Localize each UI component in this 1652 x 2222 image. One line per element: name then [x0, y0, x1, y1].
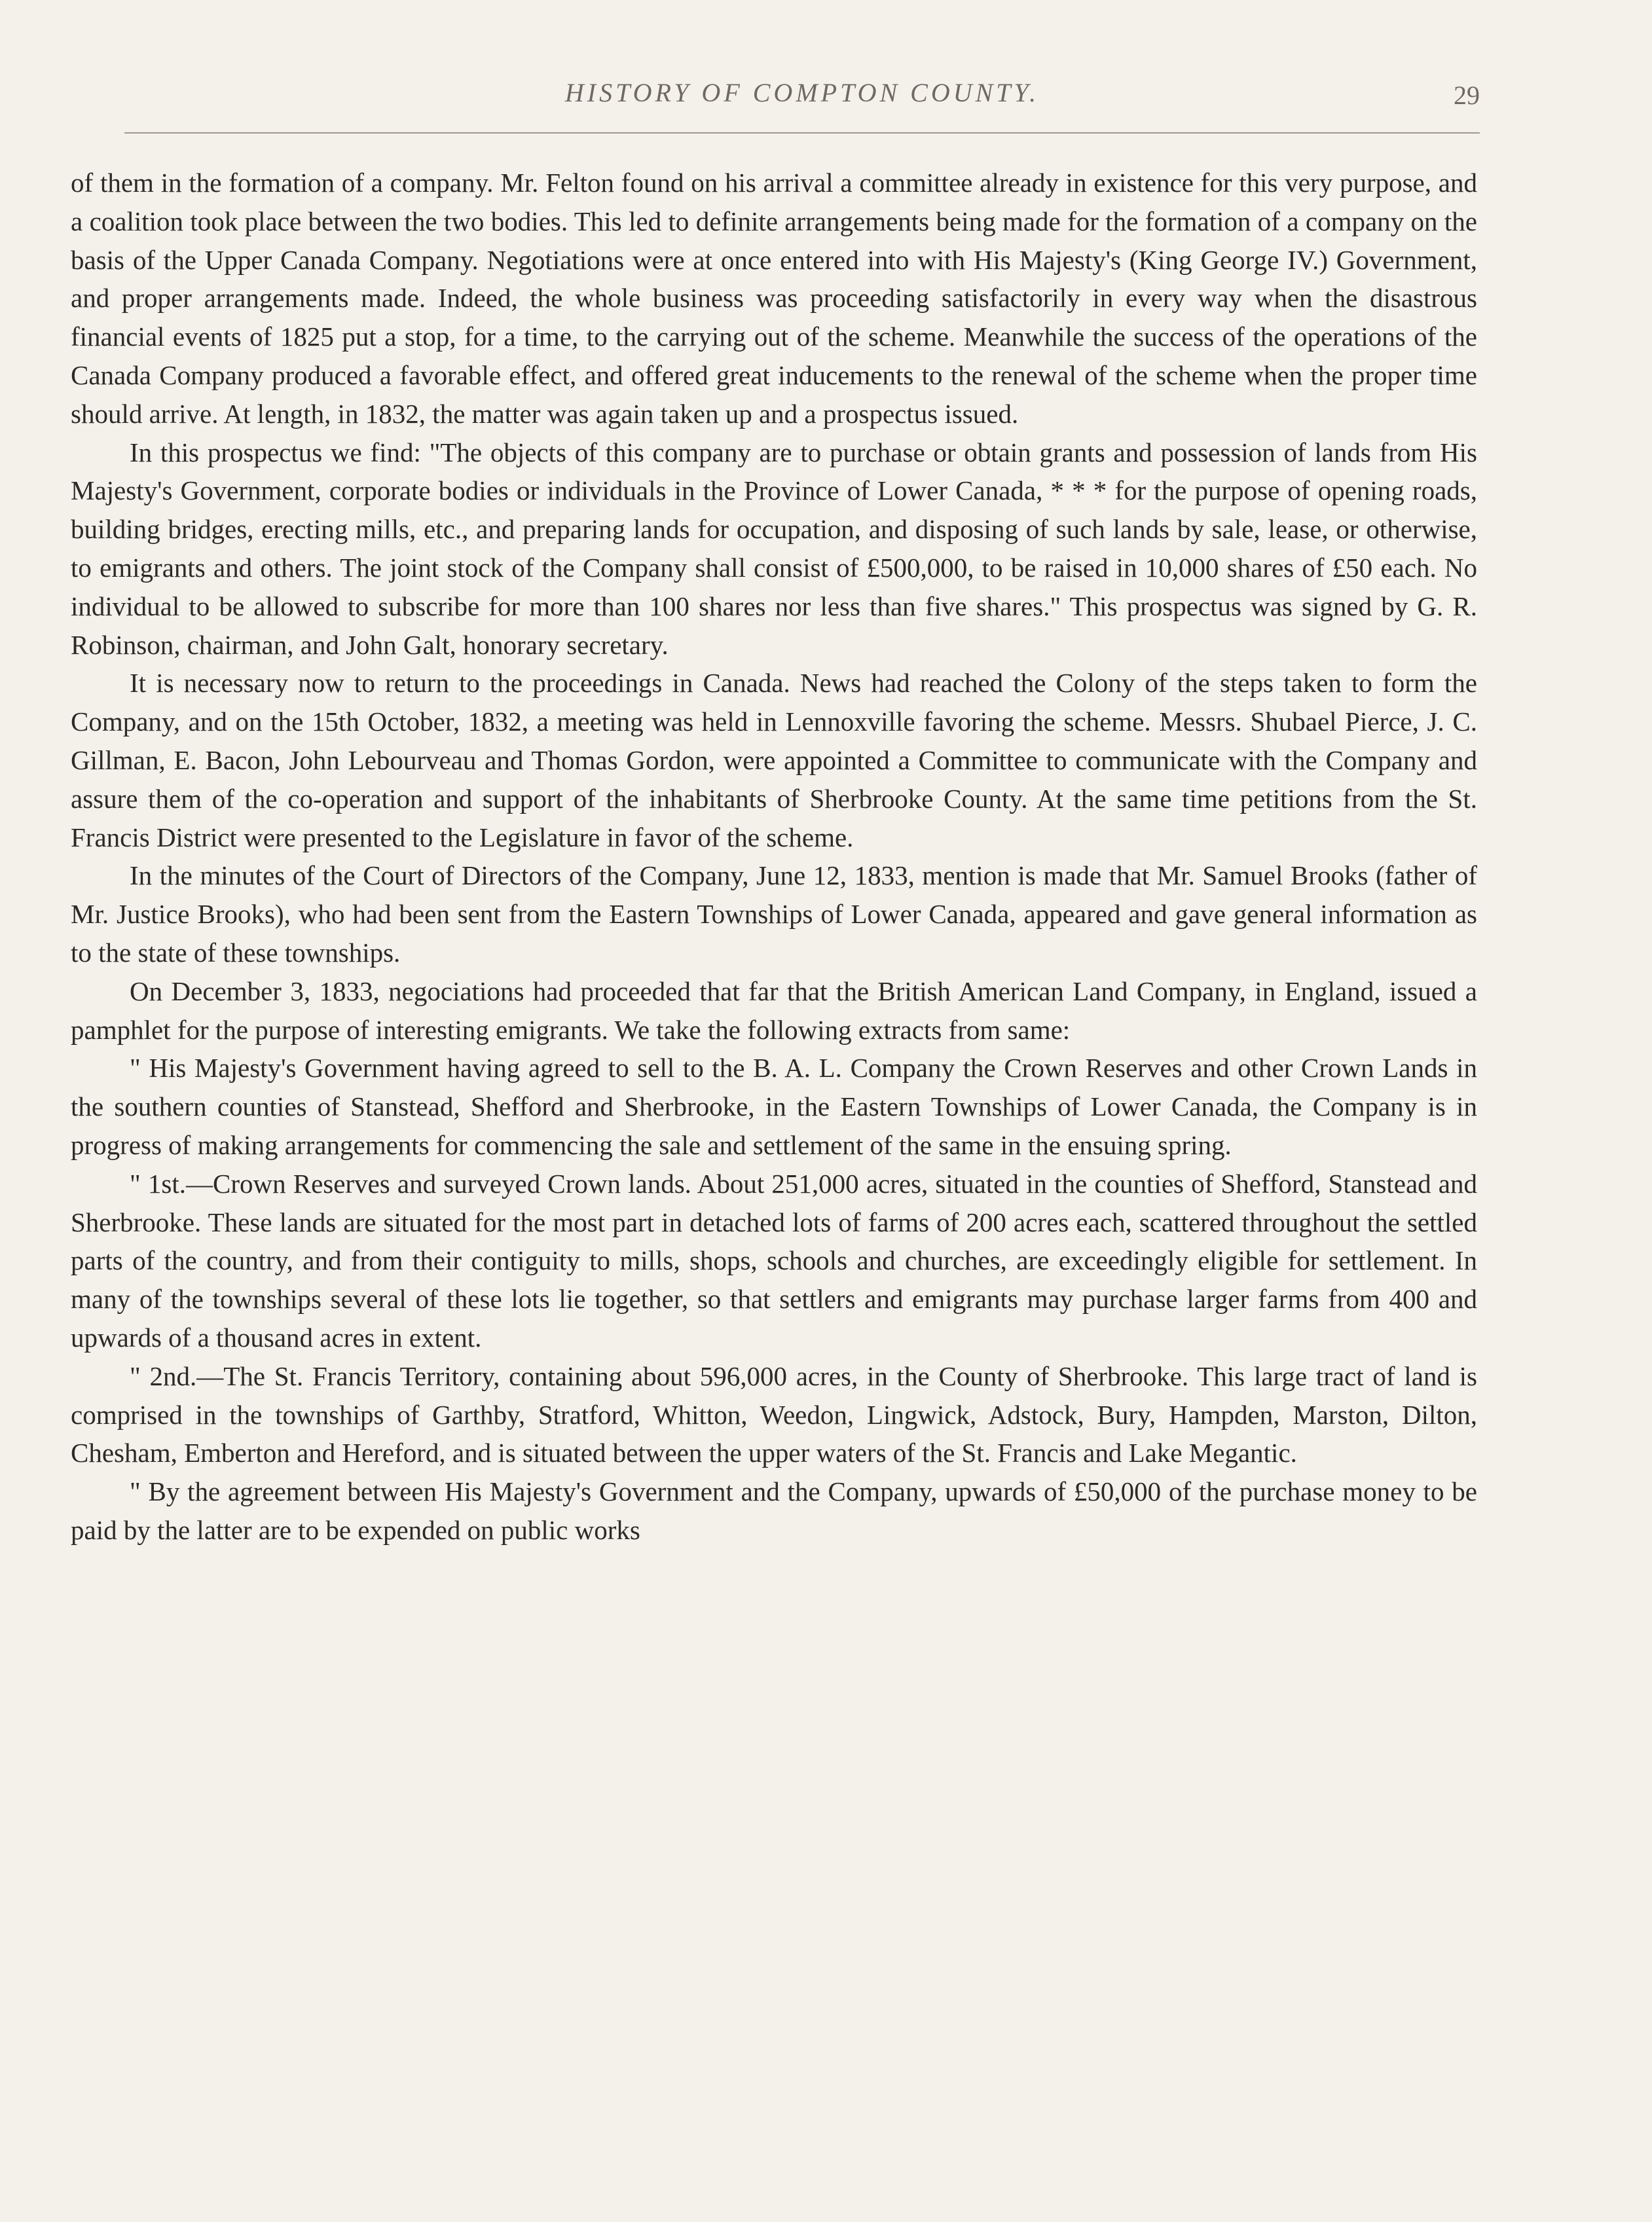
paragraph-9: " By the agreement between His Majesty's Government and the Company, upwards of £50,000 of the purchase money to be paid by the latter are to be expended on public works [71, 1476, 1477, 1545]
paragraph-5: On December 3, 1833, negociations had proceeded that far that the British American Land Company, in England, issued a pamphlet for the purpose of interesting emigrants. We take the following extracts from same: [71, 975, 1477, 1045]
running-title: HISTORY OF COMPTON COUNTY. [564, 78, 1040, 107]
paragraph-6: " His Majesty's Government having agreed to sell to the B. A. L. Company the Crown Reserves and other Crown Lands in the southern counties of Stanstead, Shefford and Sherbrooke, in the Eastern Townships of Lower Canada, the Company is in progress of making arrangements for commencing the sale and settlement of the same in the ensuing spring. [71, 1053, 1477, 1160]
page-number: 29 [1454, 81, 1480, 110]
paragraph-7: " 1st.—Crown Reserves and surveyed Crown lands. About 251,000 acres, situated in the counties of Shefford, Stanstead and Sherbrooke. These lands are situated for the most part in detached lots of farms of 200 acres each, scattered throughout the settled parts of the country, and from their contiguity to mills, shops, schools and churches, are exceedingly eligible for settlement. In many of the townships several of these lots lie together, so that settlers and emigrants may purchase larger farms from 400 and upwards of a thousand acres in extent. [71, 1168, 1477, 1353]
paragraph-3: It is necessary now to return to the proceedings in Canada. News had reached the Colony of the steps taken to form the Company, and on the 15th October, 1832, a meeting was held in Lennoxville favoring the scheme. Messrs. Shubael Pierce, J. C. Gillman, E. Bacon, John Lebourveau and Thomas Gordon, were appointed a Committee to communicate with the Company and assure them of the co-operation and support of the inhabitants of Sherbrooke County. At the same time petitions from the St. Francis District were presented to the Legislature in favor of the scheme. [71, 668, 1477, 852]
paragraph-8: " 2nd.—The St. Francis Territory, containing about 596,000 acres, in the County of Sherbrooke. This large tract of land is comprised in the townships of Garthby, Stratford, Whitton, Weedon, Lingwick, Adstock, Bury, Hampden, Marston, Dilton, Chesham, Emberton and Hereford, and is situated between the upper waters of the St. Francis and Lake Megantic. [71, 1360, 1477, 1468]
paragraph-1: of them in the formation of a company. Mr. Felton found on his arrival a committee already in existence for this very purpose, and a coalition took place between the two bodies. This led to definite arrangements being made for the formation of a company on the basis of the Upper Canada Company. Negotiations were at once entered into with His Majesty's (King George IV.) Government, and proper arrangements made. Indeed, the whole business was proceeding satisfactorily in every way when the disastrous financial events of 1825 put a stop, for a time, to the carrying out of the scheme. Meanwhile the success of the operations of the Canada Company produced a favorable effect, and offered great inducements to the renewal of the scheme when the proper time should arrive. At length, in 1832, the matter was again taken up and a prospectus issued. [71, 168, 1477, 429]
page-header [124, 77, 1480, 130]
header-rule [124, 132, 1480, 134]
paragraph-2: In this prospectus we find: "The objects of this company are to purchase or obtain grants and possession of lands from His Majesty's Government, corporate bodies or individuals in the Province of Lower Canada, * * * for the purpose of opening roads, building bridges, erecting mills, etc., and preparing lands for occupation, and disposing of such lands by sale, lease, or otherwise, to emigrants and others. The joint stock of the Company shall consist of £500,000, to be raised in 10,000 shares of £50 each. No individual to be allowed to subscribe for more than 100 shares nor less than five shares." This prospectus was signed by G. R. Robinson, chairman, and John Galt, honorary secretary. [71, 437, 1477, 660]
body-text [71, 164, 1477, 1550]
paragraph-4: In the minutes of the Court of Directors of the Company, June 12, 1833, mention is made that Mr. Samuel Brooks (father of Mr. Justice Brooks), who had been sent from the Eastern Townships of Lower Canada, appeared and gave general information as to the state of these townships. [71, 860, 1477, 968]
